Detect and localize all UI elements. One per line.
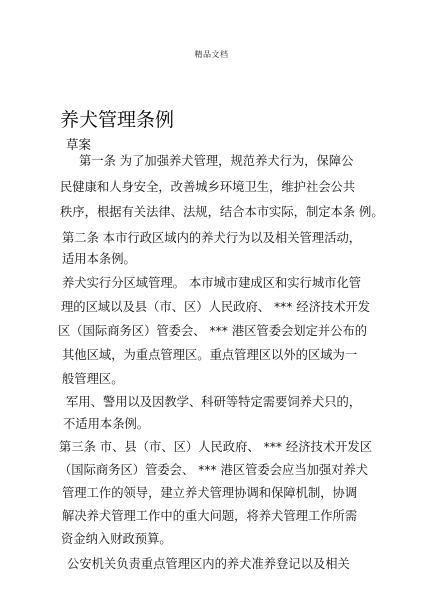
body-line: 适用本条例。 [62,252,136,266]
body-line: 解决养犬管理工作中的重大问题，将养犬管理工作所需 [62,509,358,523]
body-line: 养犬实行分区域管理。 本市城市建成区和实行城市化管 [62,276,362,290]
body-line: 般管理区。 [62,372,124,386]
body-line: 不适用本条例。 [63,417,150,431]
body-line: 军用、警用以及因教学、科研等特定需要饲养犬只的， [66,395,362,409]
body-line: 其他区域，为重点管理区。重点管理区以外的区域为一 [62,348,358,362]
body-line: 秩序，根据有关法律、法规，结合本市实际，制定本条 例。 [60,205,384,219]
document-subtitle: 草案 [66,137,92,152]
body-line: 资金纳入财政预算。 [61,532,172,546]
body-line: 区（国际商务区）管委会、 *** 港区管委会划定并公布的 [58,324,368,338]
body-line: 第三条 市、县（市、区）人民政府、 *** 经济技术开发区 [59,440,373,454]
document-title: 养犬管理条例 [60,109,175,131]
header-mark: 精品文档 [194,50,229,59]
body-line: 理的区域以及县（市、区）人民政府、 *** 经济技术开发 [61,300,371,314]
body-line: 第一条 为了加强养犬管理，规范养犬行为，保障公 [79,154,354,168]
body-line: 民健康和人身安全，改善城乡环境卫生，维护社会公共 [60,180,356,194]
body-line: 公安机关负责重点管理区内的养犬准养登记以及相关 [67,557,350,571]
body-line: 第二条 本市行政区域内的养犬行为以及相关管理活动， [62,231,362,245]
body-line: （国际商务区）管委会、 *** 港区管委会应当加强对养犬 [59,463,369,477]
body-line: 管理工作的领导，建立养犬管理协调和保障机制，协调 [62,486,358,500]
